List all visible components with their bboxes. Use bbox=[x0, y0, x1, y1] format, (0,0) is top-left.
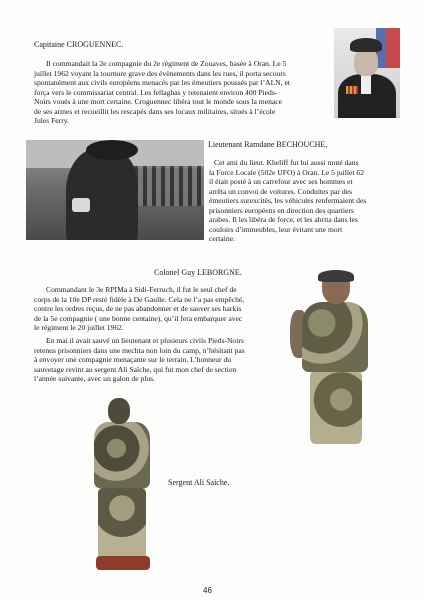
text-line: retenus prisonniers dans une mechta non loin du camp, n’hésitant pas bbox=[34, 345, 245, 355]
photo-parade bbox=[26, 140, 204, 240]
text-line: spontanément aux civils européens menacés par les émeutiers poussés par l’ALN, et bbox=[34, 78, 290, 87]
text-line: sauvetage revint au sergent Ali Saïche, qui fut mon chef de section bbox=[34, 364, 237, 374]
photo-ali-saiche bbox=[88, 398, 156, 574]
heading-croguennec: Capitaine CROGUENNEC. bbox=[34, 40, 124, 49]
caption-ali-saiche: Sergent Ali Saïche. bbox=[168, 478, 230, 487]
text-line: la Force Locale (502e UFO) à Oran. Le 5 juillet 62 bbox=[209, 167, 364, 177]
text-line: arrêta un convoi de voitures. Conduites par des bbox=[209, 186, 352, 196]
text-line: à envoyer une compagnie menaçante sur le terrain. L’honneur du bbox=[34, 355, 232, 364]
text-line: le régiment le 20 juillet 1962. bbox=[34, 323, 124, 332]
text-line: prisonniers européens en direction des quartiers bbox=[209, 205, 354, 215]
text-line: juillet 1962 voyant la tournure grave des évènements dans les rues, il porta secours bbox=[34, 68, 286, 78]
text-line: certaine. bbox=[209, 234, 235, 243]
text-line: Jules Ferry. bbox=[34, 116, 69, 125]
text-line: arabes. Il les libéra de force, et les abrita dans les bbox=[209, 215, 358, 224]
text-line: Noirs voués à une mort certaine. Croguennec libéra tout le monde sous la menace bbox=[34, 97, 282, 106]
text-line: de ses armes et recueillit les rescapés dans ses locaux militaires, situés à l’école bbox=[34, 106, 276, 116]
text-line: Cet ami du lieut. Kheliff fut lui aussi muté dans bbox=[214, 158, 359, 167]
text-line: Il commandait la 2e compagnie du 2e régiment de Zouaves, basée à Oran. Le 5 bbox=[46, 59, 287, 68]
text-line: de la 5e compagnie ( une bonne centaine), qu’il fera embarquer avec bbox=[34, 313, 243, 323]
text-line: contre les ordres reçus, de ne pas abandonner et de sauver ses harkis bbox=[34, 304, 242, 313]
heading-leborgne: Colonel Guy LEBORGNE. bbox=[154, 268, 242, 277]
text-line: il était posté à un carrefour avec ses hommes et bbox=[209, 177, 353, 186]
text-line: força vers le commissariat central. Les fellaghas y retenaient environ 400 Pieds- bbox=[34, 87, 278, 97]
text-line: couloirs d’immeubles, leur évitant une mort bbox=[209, 224, 343, 234]
photo-leborgne bbox=[286, 270, 382, 446]
text-line: l’année suivante, avec un galon de plus. bbox=[34, 374, 156, 383]
text-line: corps de la 10e DP resté fidèle à De Gaulle. Cela ne l’a pas empêché, bbox=[34, 294, 245, 304]
text-line: Commandant le 3e RPIMa à Sidi-Ferruch, il fut le seul chef de bbox=[46, 285, 237, 294]
text-line: émeutiers surexcités, les véhicules renfermaient des bbox=[209, 196, 367, 205]
page-number: 46 bbox=[203, 586, 212, 595]
heading-bechouche: Lieutenant Ramdane BECHOUCHE, bbox=[208, 140, 328, 149]
photo-croguennec bbox=[334, 28, 400, 118]
text-line: En mai il avait sauvé un lieutenant et plusieurs civils Pieds-Noirs bbox=[46, 336, 244, 345]
